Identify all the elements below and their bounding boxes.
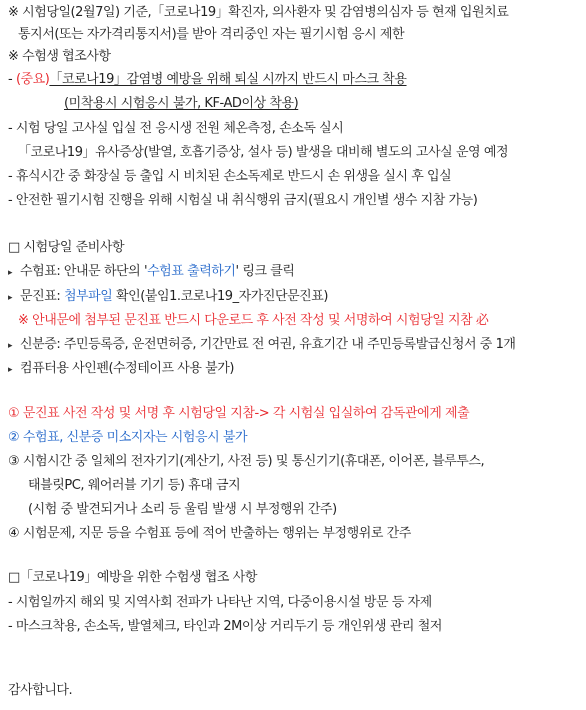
- important-text: 「코로나19」감염병 예방을 위해 퇴실 시까지 반드시 마스크 착용: [49, 72, 407, 87]
- ticket-label: 수험표: 안내문 하단의 ': [20, 264, 148, 279]
- prep-item-ticket: [8, 261, 294, 283]
- attachment-link[interactable]: 첨부파일: [63, 289, 113, 304]
- notice-line-2: 통지서(또는 자가격리통지서)를 받아 격리중인 자는 필기시험 응시 제한: [18, 27, 405, 42]
- prep-item-questionnaire: [8, 286, 328, 308]
- id-text: 신분증: 주민등록증, 운전면허증, 기간만료 전 여권, 유효기간 내 주민등록발급신청서 중 1개: [20, 337, 516, 352]
- notice-line-1: ※ 시험당일(2월7일) 기준,「코로나19」확진자, 의사환자 및 감염병의심자 등 현재 입원치료: [8, 5, 509, 20]
- closing-text: 감사합니다.: [8, 683, 73, 698]
- bullet-triangle-icon: ▸: [8, 341, 13, 351]
- cooperation-heading: ※ 수험생 협조사항: [8, 49, 111, 64]
- ticket-suffix: ' 링크 클릭: [235, 264, 295, 279]
- questionnaire-suffix: 확인(붙임1.코로나19_자가진단문진표): [112, 289, 329, 304]
- covid-heading: □「코로나19」예방을 위한 수험생 협조 사항: [8, 570, 257, 585]
- pen-text: 컴퓨터용 사인펜(수정테이프 사용 불가): [20, 361, 235, 376]
- covid-item-2: - 마스크착용, 손소독, 발열체크, 타인과 2M이상 거리두기 등 개인위생 관리 철저: [8, 619, 442, 634]
- rule-3a: ③ 시험시간 중 일체의 전자기기(계산기, 사전 등) 및 통신기기(휴대폰, 이어폰, 블루투스,: [8, 454, 485, 469]
- rule-3b: 태블릿PC, 웨어러블 기기 등) 휴대 금지: [28, 478, 241, 493]
- cooperation-item-4: - 휴식시간 중 화장실 등 출입 시 비치된 손소독제로 반드시 손 위생을 실시 후 입실: [8, 169, 452, 184]
- bullet-triangle-icon: ▸: [8, 365, 13, 375]
- rule-1: ① 문진표 사전 작성 및 서명 후 시험당일 지참-> 각 시험실 입실하여 감독관에게 제출: [8, 406, 470, 421]
- important-prefix: -: [8, 72, 16, 87]
- bullet-triangle-icon: ▸: [8, 268, 13, 278]
- important-label: (중요): [15, 72, 50, 87]
- rule-2: ② 수험표, 신분증 미소지자는 시험응시 불가: [8, 430, 248, 445]
- covid-item-1: - 시험일까지 해외 및 지역사회 전파가 나타난 지역, 다중이용시설 방문 등 자제: [8, 595, 432, 610]
- questionnaire-note: ※ 안내문에 첨부된 문진표 반드시 다운로드 후 사전 작성 및 서명하여 시험당일 지참 必: [18, 313, 489, 328]
- prep-item-pen: [8, 358, 234, 380]
- print-ticket-link[interactable]: 수험표 출력하기: [147, 264, 236, 279]
- cooperation-item-5: - 안전한 필기시험 진행을 위해 시험실 내 취식행위 금지(필요시 개인별 생수 지참 가능): [8, 193, 478, 208]
- bullet-triangle-icon: ▸: [8, 293, 13, 303]
- questionnaire-label: 문진표:: [20, 289, 64, 304]
- prep-heading: □ 시험당일 준비사항: [8, 240, 125, 255]
- rule-3c: (시험 중 발견되거나 소리 등 울림 발생 시 부정행위 간주): [28, 502, 337, 517]
- cooperation-important: [8, 69, 407, 91]
- rule-4: ④ 시험문제, 지문 등을 수험표 등에 적어 반출하는 행위는 부정행위로 간주: [8, 526, 411, 541]
- important-subnote: (미착용시 시험응시 불가, KF-AD이상 착용): [64, 96, 299, 111]
- cooperation-item-2: - 시험 당일 고사실 입실 전 응시생 전원 체온측정, 손소독 실시: [8, 121, 344, 136]
- cooperation-item-3: 「코로나19」유사증상(발열, 호흡기증상, 설사 등) 발생을 대비해 별도의 고사실 운영 예정: [18, 145, 509, 160]
- prep-item-id: [8, 334, 516, 356]
